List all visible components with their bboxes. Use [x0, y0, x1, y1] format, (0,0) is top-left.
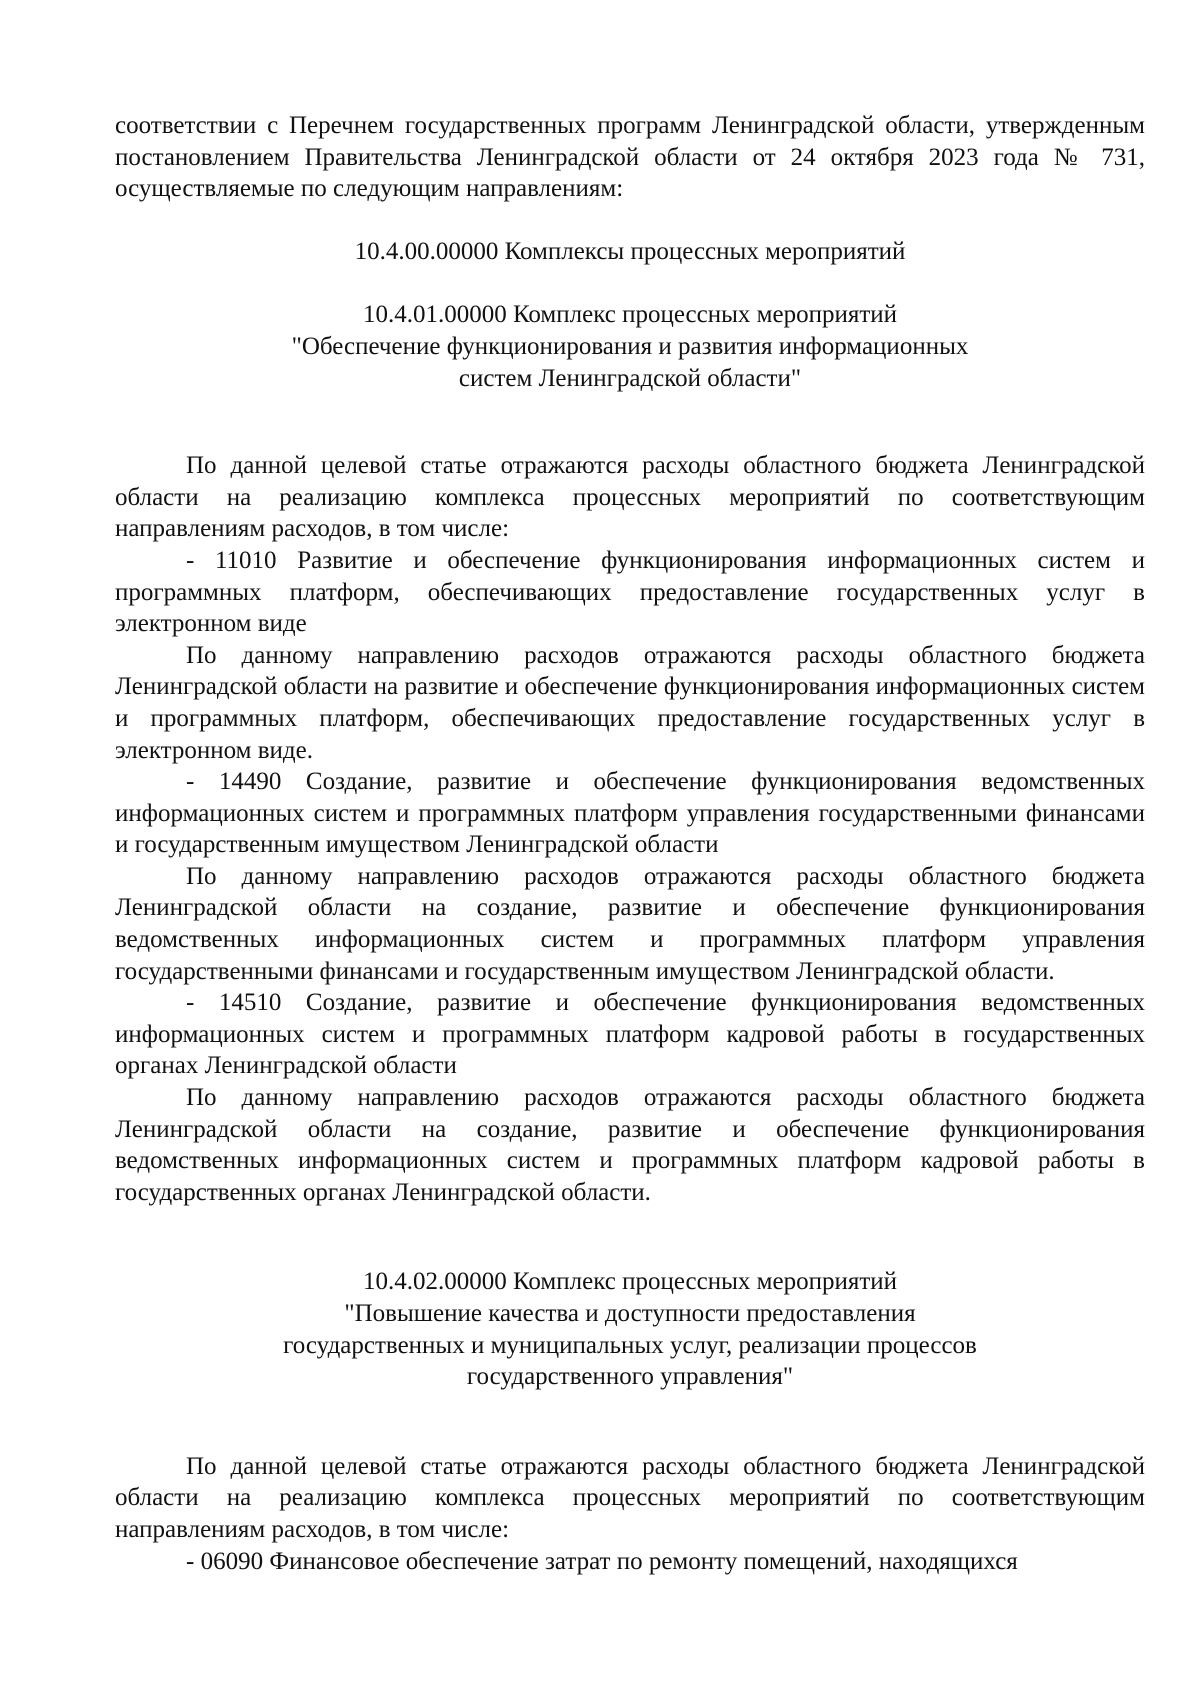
section1-intro-paragraph: По данной целевой статье отражаются расходы областного бюджета Ленинградской области на реализацию комплекса процессных мероприятий по соответствующим направлениям расходов, в том числе:: [115, 452, 1145, 543]
section1-heading-line: систем Ленинградской области": [458, 364, 802, 392]
section2-heading-line: государственного управления": [466, 1363, 794, 1391]
expense-item-description: По данному направлению расходов отражаются расходы областного бюджета Ленинградской области на создание, развитие и обеспечение функционирования ведомственных информационных систем и программных платформ кадровой работы в государственных органах Ленинградской области.: [115, 1084, 1145, 1206]
section1-heading-line: 10.4.01.00000 Комплекс процессных мероприятий: [362, 301, 898, 329]
section1-heading-line: "Обеспечение функционирования и развития информационных: [291, 332, 969, 360]
section2-heading-line: государственных и муниципальных услуг, реализации процессов: [283, 1331, 977, 1359]
expense-item-title: - 14510 Создание, развитие и обеспечение функционирования ведомственных информационных систем и программных платформ кадровой работы в государственных органах Ленинградской области: [115, 989, 1145, 1080]
expense-item-description: По данному направлению расходов отражаются расходы областного бюджета Ленинградской области на развитие и обеспечение функционирования информационных систем и программных платформ, обеспечивающих предоставление государственных услуг в электронном виде.: [115, 641, 1145, 764]
section2-heading-line: 10.4.02.00000 Комплекс процессных мероприятий: [362, 1268, 898, 1296]
section2-heading-line: "Повышение качества и доступности предоставления: [344, 1300, 916, 1327]
section2-intro-paragraph: По данной целевой статье отражаются расходы областного бюджета Ленинградской области на реализацию комплекса процессных мероприятий по соответствующим направлениям расходов, в том числе:: [115, 1452, 1145, 1543]
document-body: [115, 110, 1145, 1577]
section1-heading: [115, 299, 1145, 394]
heading-complexes: 10.4.00.00000 Комплексы процессных мероприятий: [354, 237, 906, 265]
expense-item-title: - 11010 Развитие и обеспечение функционирования информационных систем и программных платформ, обеспечивающих предоставление государственных услуг в электронном виде: [115, 546, 1145, 638]
expense-item-title: - 14490 Создание, развитие и обеспечение функционирования ведомственных информационных систем и программных платформ управления государственными финансами и государственным имуществом Ленинградской области: [115, 768, 1145, 859]
intro-paragraph: соответствии с Перечнем государственных программ Ленинградской области, утвержденным постановлением Правительства Ленинградской области от 24 октября 2023 года № 731, осуществляемые по следующим направлениям:: [115, 112, 1145, 203]
expense-item-description: По данному направлению расходов отражаются расходы областного бюджета Ленинградской области на создание, развитие и обеспечение функционирования ведомственных информационных систем и программных платформ управления государственными финансами и государственным имуществом Ленинградской области.: [115, 862, 1145, 985]
section2-heading: [115, 1266, 1145, 1392]
expense-item-title: - 06090 Финансовое обеспечение затрат по ремонту помещений, находящихся: [186, 1547, 1018, 1575]
